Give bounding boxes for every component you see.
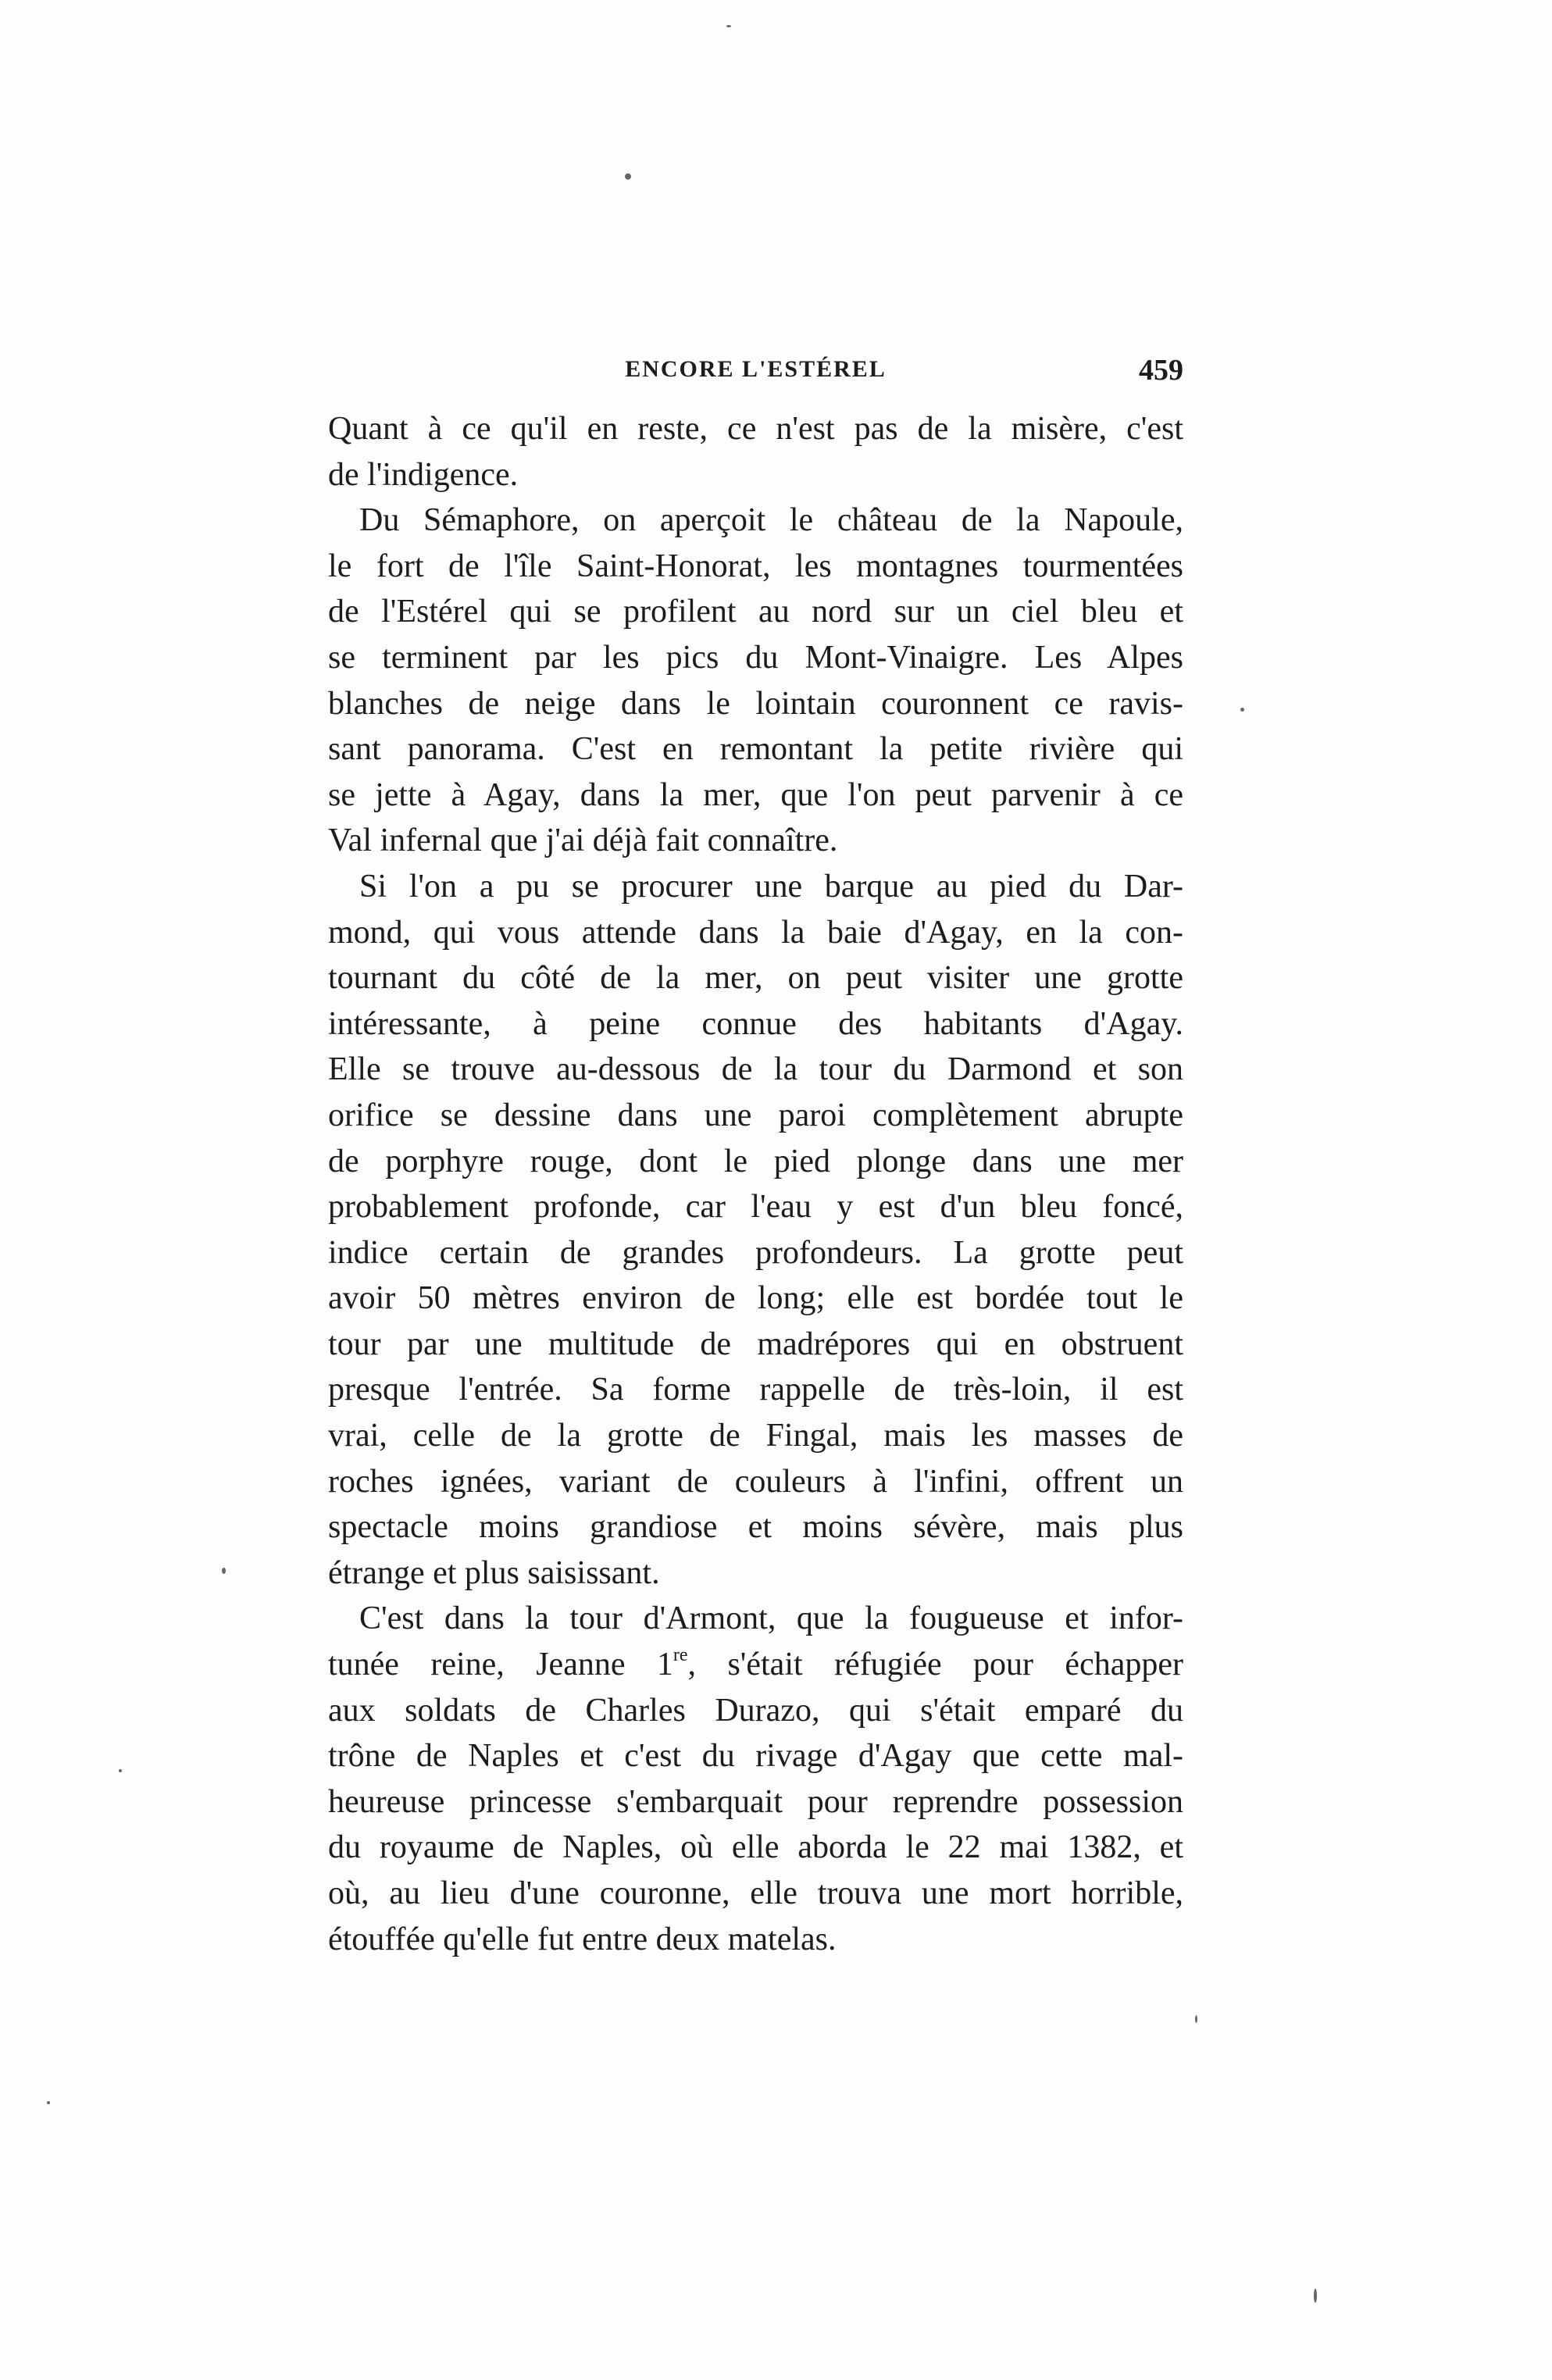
text-line: probablement profonde, car l'eau y est d'un bleu foncé, <box>328 1189 1183 1226</box>
page-header <box>328 356 1183 395</box>
scan-speck <box>1314 2289 1317 2303</box>
running-title: ENCORE L'ESTÉREL <box>625 356 887 382</box>
text-segment: tunée reine, Jeanne 1 <box>328 1647 673 1683</box>
text-line: trône de Naples et c'est du rivage d'Agay que cette mal- <box>328 1738 1183 1775</box>
scan-speck <box>222 1568 226 1574</box>
text-line: orifice se dessine dans une paroi complètement abrupte <box>328 1097 1183 1133</box>
scan-speck <box>726 25 731 27</box>
text-line: de porphyre rouge, dont le pied plonge dans une mer <box>328 1143 1183 1179</box>
text-line: avoir 50 mètres environ de long; elle est bordée tout le <box>328 1280 1183 1317</box>
text-line: Du Sémaphore, on aperçoit le château de la Napoule, <box>359 502 1183 539</box>
text-line: heureuse princesse s'embarquait pour reprendre possession <box>328 1783 1183 1820</box>
text-line: C'est dans la tour d'Armont, que la fougueuse et infor- <box>359 1600 1183 1637</box>
text-line: de l'indigence. <box>328 456 519 493</box>
text-line: intéressante, à peine connue des habitants d'Agay. <box>328 1005 1183 1042</box>
scan-speck <box>47 2101 50 2104</box>
text-line: vrai, celle de la grotte de Fingal, mais les masses de <box>328 1418 1183 1454</box>
text-line: étouffée qu'elle fut entre deux matelas. <box>328 1921 837 1957</box>
body-text <box>328 406 1183 1962</box>
text-line: sant panorama. C'est en remontant la petite rivière qui <box>328 731 1183 768</box>
text-line: de l'Estérel qui se profilent au nord sur un ciel bleu et <box>328 594 1183 630</box>
text-line: étrange et plus saisissant. <box>328 1554 660 1591</box>
text-line: tour par une multitude de madrépores qui en obstruent <box>328 1326 1183 1362</box>
scan-speck <box>625 173 631 180</box>
text-line: mond, qui vous attende dans la baie d'Agay, en la con- <box>328 914 1183 951</box>
text-line: indice certain de grandes profondeurs. La grotte peut <box>328 1234 1183 1271</box>
superscript: re <box>673 1645 688 1666</box>
text-line: où, au lieu d'une couronne, elle trouva une mort horrible, <box>328 1875 1183 1911</box>
scan-speck <box>1195 2015 1197 2023</box>
scan-speck <box>1240 708 1244 712</box>
text-segment: , s'était réfugiée pour échapper <box>687 1647 1183 1683</box>
text-line: du royaume de Naples, où elle aborda le 22 mai 1382, et <box>328 1829 1183 1866</box>
text-line: Val infernal que j'ai déjà fait connaître. <box>328 822 838 859</box>
text-line: Quant à ce qu'il en reste, ce n'est pas de la misère, c'est <box>328 411 1183 447</box>
text-line: se terminent par les pics du Mont-Vinaigre. Les Alpes <box>328 639 1183 676</box>
text-line: presque l'entrée. Sa forme rappelle de très-loin, il est <box>328 1372 1183 1408</box>
page-number: 459 <box>1139 354 1183 387</box>
text-line: Elle se trouve au-dessous de la tour du Darmond et son <box>328 1051 1183 1088</box>
text-line: Si l'on a pu se procurer une barque au pied du Dar- <box>359 868 1183 905</box>
text-line: tournant du côté de la mer, on peut visiter une grotte <box>328 960 1183 997</box>
text-line: blanches de neige dans le lointain couronnent ce ravis- <box>328 685 1183 722</box>
text-line <box>328 1642 1183 1688</box>
scan-speck <box>119 1769 122 1772</box>
text-line: se jette à Agay, dans la mer, que l'on peut parvenir à ce <box>328 776 1183 813</box>
text-line: le fort de l'île Saint-Honorat, les montagnes tourmentées <box>328 548 1183 584</box>
text-line: roches ignées, variant de couleurs à l'infini, offrent un <box>328 1463 1183 1500</box>
text-line: aux soldats de Charles Durazo, qui s'était emparé du <box>328 1692 1183 1729</box>
text-line: spectacle moins grandiose et moins sévère, mais plus <box>328 1509 1183 1546</box>
